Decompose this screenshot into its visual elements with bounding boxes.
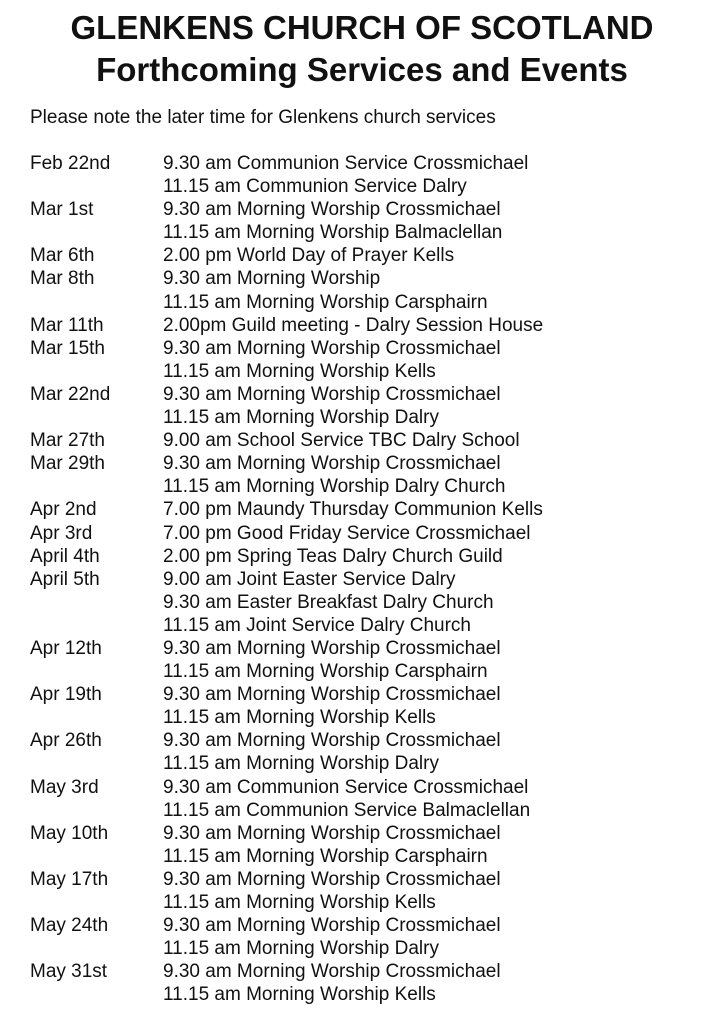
schedule-event: 7.00 pm Good Friday Service Crossmichael [163,522,531,544]
schedule-date: May 31st [30,961,108,983]
schedule-row [30,545,720,568]
schedule-event: 11.15 am Communion Service Balmaclellan [163,799,531,821]
schedule-date: May 10th [30,822,109,844]
schedule-date: Apr 2nd [30,499,97,521]
schedule-row [30,221,720,244]
schedule-row [30,244,720,267]
schedule-date: Mar 22nd [30,383,111,405]
schedule-event: 9.30 am Morning Worship Crossmichael [163,730,501,752]
schedule-row [30,429,720,452]
schedule-date: Mar 8th [30,268,95,290]
schedule-row [30,452,720,475]
schedule-event: 11.15 am Communion Service Dalry [163,176,467,198]
schedule-event: 11.15 am Morning Worship Carsphairn [163,291,488,313]
schedule-row [30,729,720,752]
page-subtitle: Forthcoming Services and Events [96,51,628,88]
schedule-event: 9.30 am Morning Worship Crossmichael [163,822,501,844]
schedule-row [30,706,720,729]
schedule-event: 9.30 am Morning Worship Crossmichael [163,453,501,475]
schedule-row [30,660,720,683]
schedule-row [30,267,720,290]
schedule-date: Mar 15th [30,337,105,359]
schedule-row [30,752,720,775]
schedule-event: 2.00pm Guild meeting - Dalry Session House [163,314,544,336]
schedule-row [30,522,720,545]
schedule-date: Apr 12th [30,637,102,659]
schedule-row [30,360,720,383]
notice-text: Please note the later time for Glenkens church services [30,107,496,128]
schedule-event: 9.30 am Morning Worship Crossmichael [163,637,501,659]
schedule-row [30,983,720,1006]
schedule-event: 11.15 am Morning Worship Kells [163,892,436,913]
schedule-row [30,475,720,498]
schedule-event: 11.15 am Morning Worship Carsphairn [163,845,488,867]
schedule-event: 9.30 am Morning Worship [163,268,381,290]
schedule-row [30,799,720,822]
schedule-event: 9.00 am School Service TBC Dalry School [163,430,520,452]
schedule-event: 11.15 am Morning Worship Dalry [163,407,439,429]
schedule-event: 9.30 am Easter Breakfast Dalry Church [163,591,494,613]
schedule-row [30,406,720,429]
schedule-date: Mar 11th [30,314,104,336]
schedule-event: 9.30 am Morning Worship Crossmichael [163,199,501,221]
schedule-row [30,845,720,868]
schedule-row [30,683,720,706]
page-title: GLENKENS CHURCH OF SCOTLAND [70,9,654,46]
schedule-date: Mar 29th [30,453,105,475]
schedule-event: 9.30 am Morning Worship Crossmichael [163,868,501,890]
schedule-event: 2.00 pm World Day of Prayer Kells [163,245,455,267]
schedule-row [30,568,720,591]
schedule-event: 11.15 am Morning Worship Carsphairn [163,661,488,683]
schedule-date: Apr 19th [30,684,102,706]
schedule-row [30,891,720,914]
schedule-date: April 5th [30,568,100,590]
schedule-date: Apr 26th [30,730,102,752]
schedule-date: Mar 27th [30,430,105,452]
schedule-row [30,498,720,521]
schedule-event: 9.30 am Morning Worship Crossmichael [163,337,501,359]
schedule-date: Apr 3rd [30,522,93,544]
services-schedule [30,152,720,1006]
schedule-row [30,822,720,845]
schedule-event: 9.30 am Communion Service Crossmichael [163,153,529,174]
schedule-event: 11.15 am Morning Worship Dalry [163,753,439,775]
schedule-row [30,591,720,614]
schedule-row [30,637,720,660]
schedule-date: May 17th [30,868,109,890]
schedule-event: 7.00 pm Maundy Thursday Communion Kells [163,499,543,521]
schedule-row [30,291,720,314]
schedule-row [30,383,720,406]
schedule-date: May 3rd [30,776,99,798]
schedule-event: 11.15 am Morning Worship Kells [163,360,436,382]
schedule-row [30,937,720,960]
schedule-date: Mar 6th [30,245,95,267]
schedule-row [30,614,720,637]
schedule-row [30,776,720,799]
schedule-event: 11.15 am Morning Worship Balmaclellan [163,222,503,244]
schedule-event: 2.00 pm Spring Teas Dalry Church Guild [163,545,503,567]
schedule-event: 9.30 am Morning Worship Crossmichael [163,915,501,937]
schedule-event: 9.30 am Morning Worship Crossmichael [163,684,501,706]
schedule-row [30,960,720,983]
schedule-event: 9.30 am Morning Worship Crossmichael [163,383,501,405]
schedule-event: 11.15 am Morning Worship Dalry Church [163,476,506,498]
schedule-row [30,314,720,337]
schedule-event: 9.30 am Morning Worship Crossmichael [163,961,501,983]
schedule-date: Mar 1st [30,199,94,221]
schedule-event: 9.30 am Communion Service Crossmichael [163,776,529,798]
schedule-event: 11.15 am Morning Worship Kells [163,707,436,729]
schedule-event: 11.15 am Joint Service Dalry Church [163,614,471,636]
schedule-date: Feb 22nd [30,153,111,174]
schedule-row [30,198,720,221]
schedule-event: 9.00 am Joint Easter Service Dalry [163,568,456,590]
schedule-date: April 4th [30,545,100,567]
schedule-row [30,175,720,198]
schedule-event: 11.15 am Morning Worship Kells [163,984,436,1006]
schedule-date: May 24th [30,915,109,937]
schedule-row [30,152,720,175]
schedule-row [30,337,720,360]
schedule-row [30,868,720,891]
schedule-event: 11.15 am Morning Worship Dalry [163,938,439,960]
schedule-row [30,914,720,937]
